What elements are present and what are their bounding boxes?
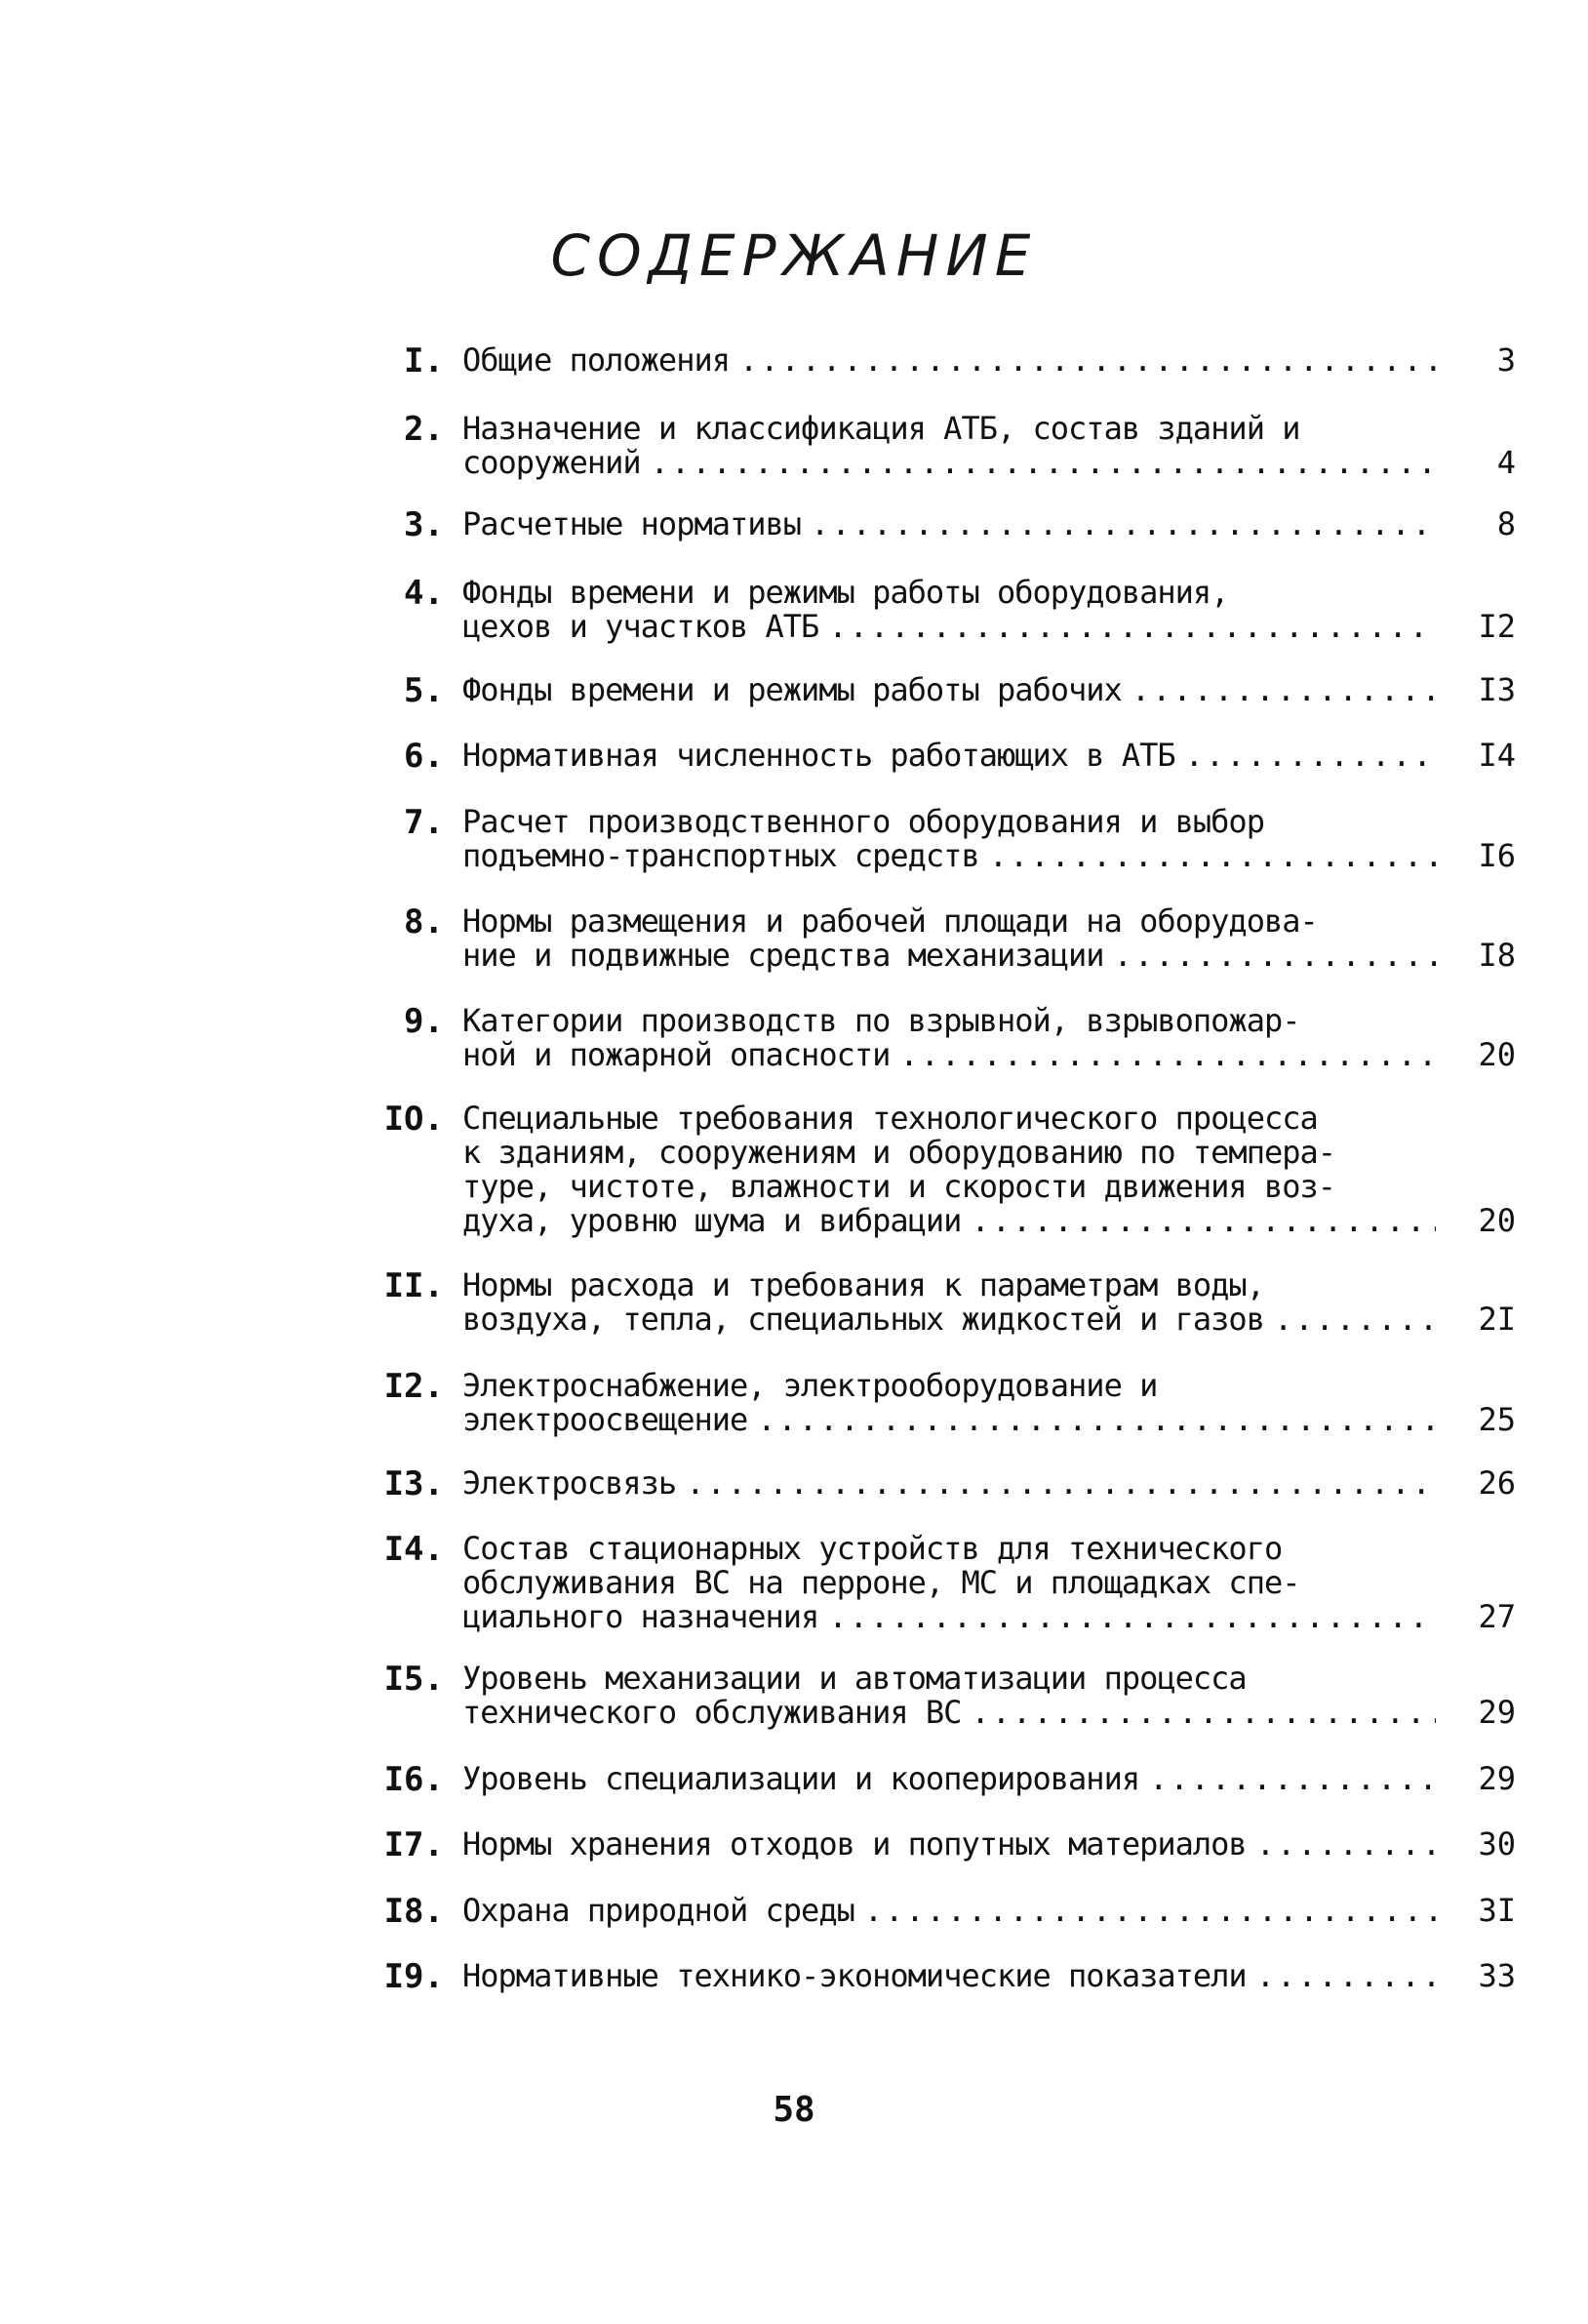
toc-entry-number: II.: [383, 1266, 444, 1305]
toc-entry-title-line: Назначение и классификация АТБ, состав зданий и: [462, 412, 1300, 446]
toc-entry-number: I.: [404, 341, 444, 381]
dot-leader: [828, 610, 1436, 644]
toc-entry-title-line: [462, 1204, 1446, 1238]
toc-entry-title-line: [462, 1302, 1446, 1337]
toc-entry-title-line: туре, чистоте, влажности и скорости движения воз-: [462, 1170, 1336, 1204]
toc-entry-title: [462, 412, 1448, 480]
toc-entry-title-text: технического обслуживания ВС: [462, 1696, 962, 1730]
dot-leader: [1185, 739, 1436, 773]
toc-entry-title-text: Фонды времени и режимы работы рабочих: [462, 673, 1122, 707]
toc-entry-number: I2.: [383, 1367, 444, 1406]
toc-entry-title: [462, 739, 1448, 773]
toc-entry-title-text: ние и подвижные средства механизации: [462, 939, 1104, 973]
toc-entry-number: 4.: [404, 574, 444, 613]
toc-entry-number: 9.: [404, 1002, 444, 1041]
toc-entry-title: [462, 1102, 1448, 1238]
toc-entry-title-line: [462, 1600, 1446, 1634]
toc-entry-page: I2: [1478, 608, 1516, 645]
dot-leader: [899, 1038, 1436, 1072]
dot-leader: [1256, 1959, 1436, 1993]
toc-entry-title-line: [462, 1403, 1446, 1437]
toc-entry-page: 27: [1478, 1598, 1516, 1635]
toc-entry-title-text: сооружений: [462, 446, 641, 480]
toc-entry-title-text: Нормы хранения отходов и попутных материалов: [462, 1827, 1247, 1862]
toc-entry-title-line: [462, 1959, 1446, 1993]
dot-leader: [864, 1894, 1436, 1928]
toc-entry-title-line: Электроснабжение, электрооборудование и: [462, 1369, 1158, 1403]
toc-entry-number: 6.: [404, 737, 444, 776]
dot-leader: [1131, 673, 1436, 707]
toc-entry-page: 20: [1478, 1036, 1516, 1073]
toc-entry-title-text: циального назначения: [462, 1600, 819, 1634]
toc-entry-title-text: подъемно-транспортных средств: [462, 839, 979, 873]
toc-entry-title-line: Фонды времени и режимы работы оборудования,: [462, 576, 1229, 610]
toc-entry-title: [462, 1959, 1448, 1993]
dot-leader: [811, 507, 1436, 541]
toc-entry-title-line: [462, 1762, 1446, 1796]
toc-entry-title-line: Расчет производственного оборудования и выбор: [462, 805, 1264, 839]
toc-entry-title: [462, 343, 1448, 378]
toc-entry-number: I7.: [383, 1825, 444, 1864]
toc-entry-title-line: Нормы размещения и рабочей площади на оборудова-: [462, 904, 1318, 939]
toc-entry-page: 25: [1478, 1401, 1516, 1438]
toc-entry-number: I9.: [383, 1957, 444, 1996]
toc-entry-title-line: [462, 610, 1446, 644]
dot-leader: [739, 343, 1436, 378]
toc-entry-title-line: [462, 507, 1446, 541]
toc-entry-number: I6.: [383, 1760, 444, 1799]
toc-entry-title-line: Состав стационарных устройств для технического: [462, 1532, 1283, 1566]
toc-entry-number: 7.: [404, 803, 444, 842]
toc-entry-title: [462, 673, 1448, 707]
toc-entry-title-text: Электросвязь: [462, 1466, 677, 1501]
toc-entry-title-text: Охрана природной среды: [462, 1894, 854, 1928]
toc-entry-title-line: [462, 673, 1446, 707]
toc-entry-title: [462, 1466, 1448, 1501]
toc-entry-title: [462, 1532, 1448, 1634]
dot-leader: [971, 1204, 1436, 1238]
toc-entry-number: 5.: [404, 671, 444, 710]
toc-entry-title-line: [462, 939, 1446, 973]
toc-entry-page: I3: [1478, 671, 1516, 708]
toc-entry-number: I4.: [383, 1530, 444, 1569]
toc-entry-title: [462, 904, 1448, 973]
toc-entry-page: 2I: [1478, 1301, 1516, 1338]
toc-entry-page: I8: [1478, 937, 1516, 974]
toc-entry-title-text: ной и пожарной опасности: [462, 1038, 891, 1072]
toc-entry-title-line: [462, 446, 1446, 480]
toc-entry-page: 4: [1496, 444, 1516, 481]
dot-leader: [686, 1466, 1436, 1501]
toc-entry-page: 29: [1478, 1760, 1516, 1797]
toc-entry-title-line: [462, 1038, 1446, 1072]
toc-entry-page: 3I: [1478, 1892, 1516, 1929]
toc-entry-number: IO.: [383, 1100, 444, 1139]
toc-entry-title: [462, 1662, 1448, 1730]
toc-entry-page: 30: [1478, 1825, 1516, 1863]
toc-entry-title: [462, 1894, 1448, 1928]
toc-entry-number: 3.: [404, 505, 444, 544]
toc-entry-page: 29: [1478, 1694, 1516, 1731]
toc-entry-title-text: Нормативная численность работающих в АТБ: [462, 739, 1175, 773]
toc-entry-page: 26: [1478, 1464, 1516, 1502]
toc-entry-page: I6: [1478, 837, 1516, 874]
toc-entry-number: I8.: [383, 1892, 444, 1931]
toc-entry-title-line: [462, 1696, 1446, 1730]
toc-entry-page: 8: [1496, 505, 1516, 542]
toc-entry-page: 3: [1496, 341, 1516, 379]
toc-entry-title-line: [462, 839, 1446, 873]
toc-entry-title-text: воздуха, тепла, специальных жидкостей и газов: [462, 1302, 1264, 1337]
toc-entry-title-line: Категории производств по взрывной, взрывопожар-: [462, 1004, 1300, 1038]
dot-leader: [971, 1696, 1436, 1730]
toc-entry-number: I3.: [383, 1464, 444, 1503]
dot-leader: [1274, 1302, 1436, 1337]
toc-entry-number: 2.: [404, 410, 444, 449]
toc-entry-page: 33: [1478, 1957, 1516, 1994]
toc-entry-title-line: [462, 739, 1446, 773]
dot-leader: [989, 839, 1436, 873]
toc-entry-title-line: [462, 343, 1446, 378]
toc-entry-title-line: Специальные требования технологического процесса: [462, 1102, 1318, 1136]
toc-entry-number: 8.: [404, 902, 444, 942]
toc-entry-title-text: цехов и участков АТБ: [462, 610, 819, 644]
dot-leader: [757, 1403, 1436, 1437]
toc-entry-title-line: обслуживания ВС на перроне, МС и площадках спе-: [462, 1566, 1300, 1600]
toc-entry-title-line: Уровень механизации и автоматизации процесса: [462, 1662, 1247, 1696]
toc-entry-title: [462, 1762, 1448, 1796]
page-title: СОДЕРЖАНИЕ: [550, 222, 1038, 289]
toc-entry-title-text: Расчетные нормативы: [462, 507, 802, 541]
toc-entry-page: I4: [1478, 737, 1516, 774]
toc-entry-title: [462, 805, 1448, 873]
toc-entry-title: [462, 1827, 1448, 1862]
toc-entry-title: [462, 1004, 1448, 1072]
toc-entry-title: [462, 507, 1448, 541]
toc-entry-title-line: к зданиям, сооружениям и оборудованию по темпера-: [462, 1136, 1336, 1170]
toc-entry-title-text: Уровень специализации и кооперирования: [462, 1762, 1140, 1796]
dot-leader: [651, 446, 1436, 480]
toc-entry-page: 20: [1478, 1202, 1516, 1239]
toc-entry-title: [462, 1268, 1448, 1337]
dot-leader: [1256, 1827, 1436, 1862]
toc-entry-title-line: [462, 1827, 1446, 1862]
toc-entry-title: [462, 1369, 1448, 1437]
page-number: 58: [773, 2090, 815, 2130]
toc-entry-number: I5.: [383, 1660, 444, 1699]
dot-leader: [1149, 1762, 1436, 1796]
toc-entry-title-text: электроосвещение: [462, 1403, 748, 1437]
dot-leader: [828, 1600, 1436, 1634]
toc-entry-title-text: Общие положения: [462, 343, 730, 378]
toc-entry-title-text: духа, уровню шума и вибрации: [462, 1204, 962, 1238]
toc-entry-title-line: Нормы расхода и требования к параметрам воды,: [462, 1268, 1264, 1302]
toc-entry-title-line: [462, 1466, 1446, 1501]
dot-leader: [1114, 939, 1436, 973]
toc-entry-title-text: Нормативные технико-экономические показатели: [462, 1959, 1247, 1993]
toc-entry-title-line: [462, 1894, 1446, 1928]
toc-entry-title: [462, 576, 1448, 644]
